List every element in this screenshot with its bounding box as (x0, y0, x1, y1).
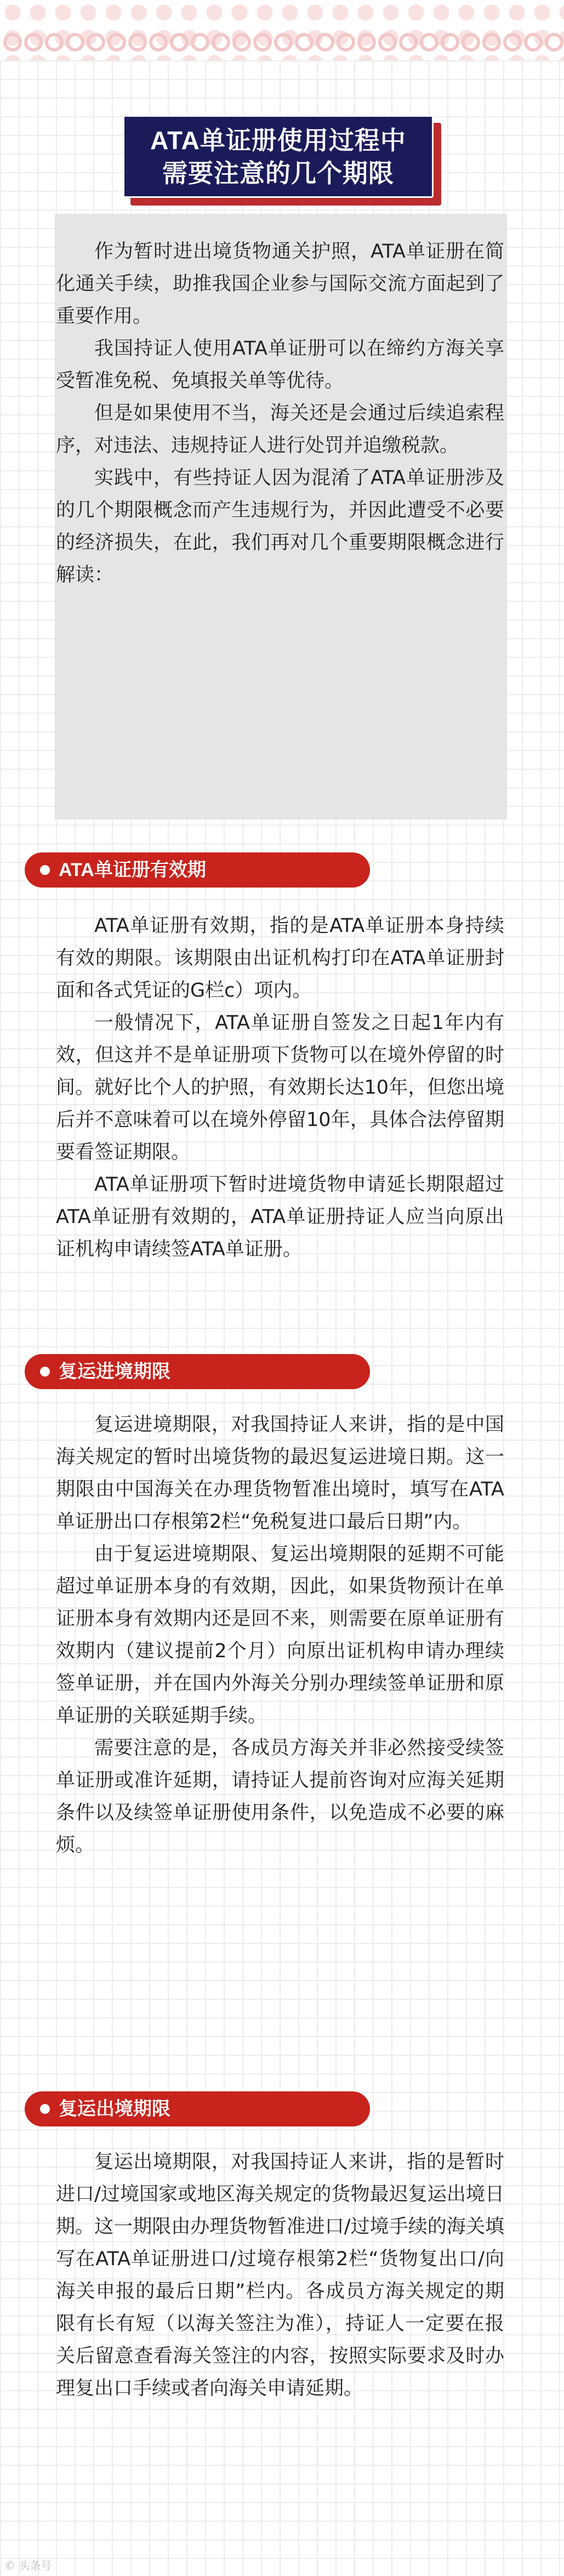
notebook-rings (0, 33, 564, 57)
section-paragraph: 由于复运进境期限、复运出境期限的延期不可能超过单证册本身的有效期，因此，如果货物预计在单证册本身有效期内还是回不来，则需要在原单证册有效期内（建议提前2个月）向原出证机构申请办理续签单证册，并在国内外海关分别办理续签单证册和原单证册的关联延期手续。 (56, 1543, 504, 1727)
ring-icon (170, 33, 189, 52)
ring-icon (149, 33, 168, 52)
section-header-validity (25, 852, 370, 888)
title-box (123, 115, 434, 198)
section-paragraph: 需要注意的是，各成员方海关并非必然接受续签单证册或准许延期，请持证人提前咨询对应海关延期条件以及续签单证册使用条件，以免造成不必要的麻烦。 (56, 1737, 504, 1856)
bullet-dot-icon (40, 2104, 50, 2114)
ring-icon (441, 33, 459, 52)
ring-icon (274, 33, 293, 52)
ring-icon (232, 33, 251, 52)
section-body-reimport (56, 1409, 504, 1862)
section-body-reexport (56, 2146, 504, 2405)
ring-icon (337, 33, 355, 52)
section-title: 复运进境期限 (59, 1361, 170, 1382)
ring-icon (295, 33, 314, 52)
bullet-dot-icon (40, 865, 50, 875)
ring-icon (357, 33, 376, 52)
intro-paragraph: 作为暂时进出境货物通关护照，ATA单证册在简化通关手续，助推我国企业参与国际交流方面起到了重要作用。 (56, 241, 504, 327)
ring-icon (66, 33, 84, 52)
section-paragraph: 复运出境期限，对我国持证人来讲，指的是暂时进口/过境国家或地区海关规定的货物最迟复运出境日期。这一期限由办理货物暂准进口/过境手续的海关填写在ATA单证册进口/过境存根第2栏“货物复出口/向海关申报的最后日期”栏内。各成员方海关规定的期限有长有短（以海关签注为准），持证人一定要在报关后留意查看海关签注的内容，按照实际要求及时办理复出口手续或者向海关申请延期。 (56, 2151, 504, 2399)
section-paragraph: 复运进境期限，对我国持证人来讲，指的是中国海关规定的暂时出境货物的最迟复运进境日期。这一期限由中国海关在办理货物暂准出境时，填写在ATA单证册出口存根第2栏“免税复进口最后日期”内。 (56, 1414, 504, 1533)
ring-icon (420, 33, 438, 52)
intro-paragraph: 实践中，有些持证人因为混淆了ATA单证册涉及的几个期限概念而产生违规行为，并因此遭受不必要的经济损失，在此，我们再对几个重要期限概念进行解读： (56, 467, 504, 586)
ring-icon (462, 33, 480, 52)
ring-icon (316, 33, 334, 52)
ring-icon (212, 33, 230, 52)
ring-icon (253, 33, 272, 52)
ring-icon (378, 33, 397, 52)
ring-icon (191, 33, 209, 52)
section-header-reimport (25, 1354, 370, 1389)
watermark: © 头条号 (4, 2559, 52, 2572)
section-paragraph: ATA单证册有效期，指的是ATA单证册本身持续有效的期限。该期限由出证机构打印在ATA单证册封面和各式凭证的G栏c）项内。 (56, 915, 504, 1002)
bullet-dot-icon (40, 1367, 50, 1377)
section-title: 复运出境期限 (59, 2099, 170, 2119)
section-title: ATA单证册有效期 (59, 860, 206, 880)
ring-icon (482, 33, 501, 52)
ring-icon (3, 33, 22, 52)
intro-text (56, 236, 504, 592)
section-body-validity (56, 910, 504, 1266)
ring-icon (87, 33, 105, 52)
section-paragraph: 一般情况下，ATA单证册自签发之日起1年内有效，但这并不是单证册项下货物可以在境外停留的时间。就好比个人的护照，有效期长达10年，但您出境后并不意味着可以在境外停留10年，具体合法停留期要看签证期限。 (56, 1012, 504, 1163)
ring-icon (128, 33, 147, 52)
intro-paragraph: 我国持证人使用ATA单证册可以在缔约方海关享受暂准免税、免填报关单等优待。 (56, 338, 504, 392)
ring-icon (399, 33, 418, 52)
intro-paragraph: 但是如果使用不当，海关还是会通过后续追索程序，对违法、违规持证人进行处罚并追缴税款。 (56, 402, 504, 457)
ring-icon (107, 33, 126, 52)
title-line-1: ATA单证册使用过程中 (150, 126, 406, 155)
ring-icon (503, 33, 522, 52)
ring-icon (545, 33, 563, 52)
ring-icon (24, 33, 43, 52)
section-paragraph: ATA单证册项下暂时进境货物申请延长期限超过ATA单证册有效期的，ATA单证册持证人应当向原出证机构申请续签ATA单证册。 (56, 1174, 504, 1260)
title-line-2: 需要注意的几个期限 (162, 158, 394, 187)
section-header-reexport (25, 2091, 370, 2126)
title-banner (123, 115, 441, 206)
ring-icon (45, 33, 64, 52)
ring-icon (524, 33, 543, 52)
